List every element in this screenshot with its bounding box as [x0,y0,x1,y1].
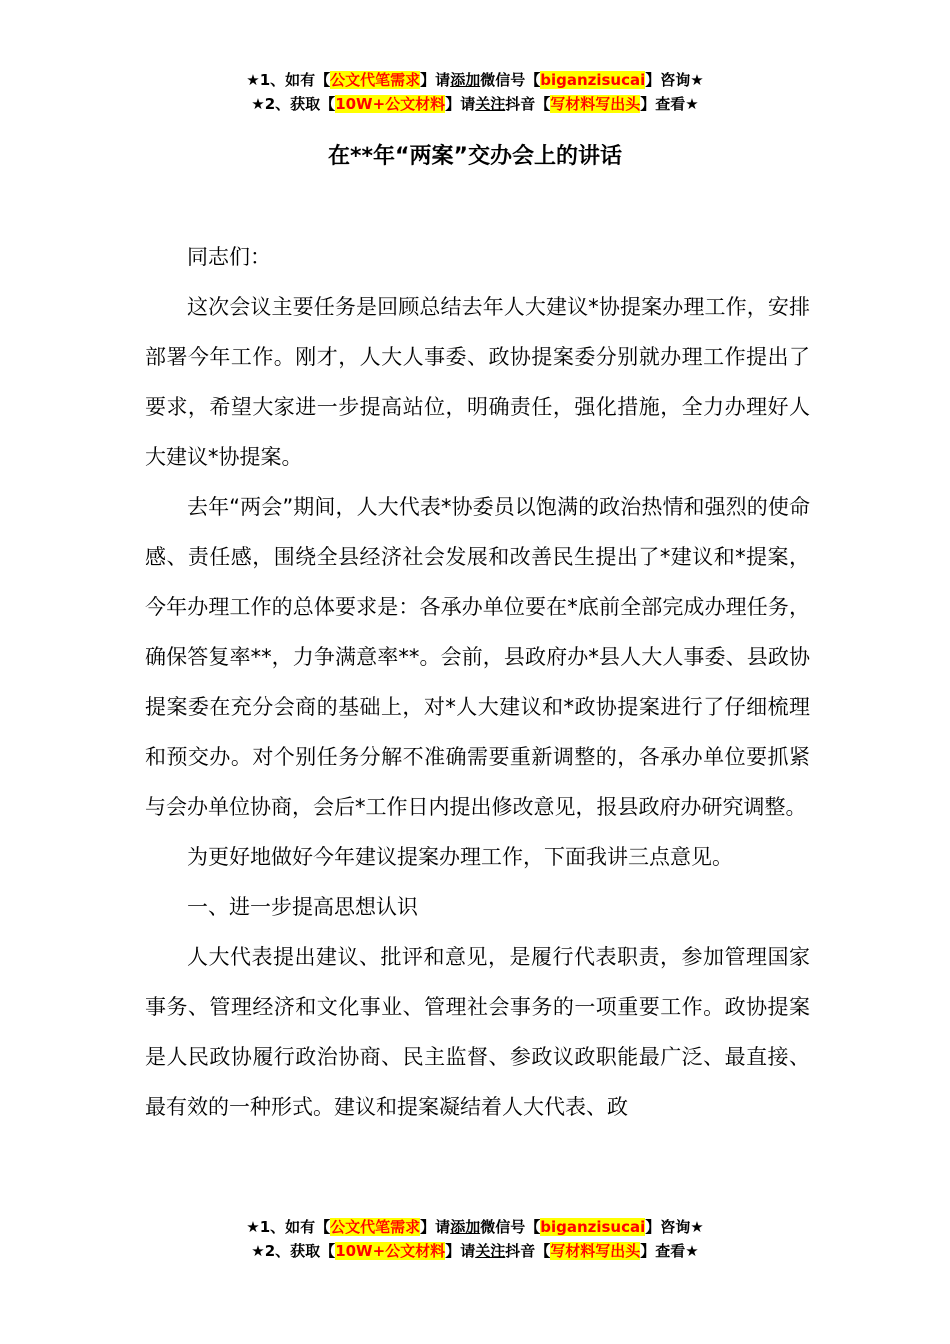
banner-highlight: 公文代笔需求 [330,1218,421,1236]
banner-text: 】请 [420,71,451,89]
banner-text: ★1、如有【 [246,1218,331,1236]
banner-underline: 关注 [475,95,506,113]
banner-text: 抖音【 [505,95,551,113]
body-paragraph: 人大代表提出建议、批评和意见，是履行代表职责，参加管理国家事务、管理经济和文化事业、管理社会事务的一项重要工作。政协提案是人民政协履行政治协商、民主监督、参政议政职能最广泛、最直接、最有效的一种形式。建议和提案凝结着人大代表、政 [145,945,810,1119]
banner-text: 】咨询★ [645,71,704,89]
section-heading: 一、进一步提高思想认识 [187,895,418,919]
document-title: 在**年“两案”交办会上的讲话 [328,144,622,169]
banner-text: 微信号【 [480,1218,541,1236]
banner-text: 】查看★ [640,95,699,113]
banner-text: 】请 [445,1242,476,1260]
banner-text: 】请 [445,95,476,113]
banner-underline: 关注 [475,1242,506,1260]
banner-highlight: 写材料写出头 [550,95,641,113]
banner-text: 微信号【 [480,71,541,89]
banner-highlight: biganzisucai [540,71,646,89]
body-paragraph: 去年“两会”期间，人大代表*协委员以饱满的政治热情和强烈的使命感、责任感，围绕全县经济社会发展和改善民生提出了*建议和*提案，今年办理工作的总体要求是：各承办单位要在*底前全部完成办理任务，确保答复率**，力争满意率**。会前，县政府办*县人大人事委、县政协提案委在充分会商的基础上，对*人大建议和*政协提案进行了仔细梳理和预交办。对个别任务分解不准确需要重新调整的，各承办单位要抓紧与会办单位协商，会后*工作日内提出修改意见，报县政府办研究调整。 [145,495,810,819]
banner-text: ★2、获取【 [251,1242,336,1260]
banner-highlight: 公文代笔需求 [330,71,421,89]
header-banner [0,68,950,116]
banner-text: 】查看★ [640,1242,699,1260]
banner-underline: 添加 [450,1218,481,1236]
banner-highlight: 10W+公文材料 [335,1242,446,1260]
banner-text: 】请 [420,1218,451,1236]
banner-highlight: biganzisucai [540,1218,646,1236]
body-paragraph: 这次会议主要任务是回顾总结去年人大建议*协提案办理工作，安排部署今年工作。刚才，人大人事委、政协提案委分别就办理工作提出了要求，希望大家进一步提高站位，明确责任，强化措施，全力办理好人大建议*协提案。 [145,295,810,469]
banner-line-2 [0,92,950,116]
document-body [145,232,810,1132]
banner-highlight: 10W+公文材料 [335,95,446,113]
salutation: 同志们： [187,245,271,269]
footer-banner [0,1215,950,1263]
body-paragraph: 为更好地做好今年建议提案办理工作，下面我讲三点意见。 [187,845,733,869]
banner-highlight: 写材料写出头 [550,1242,641,1260]
banner-line-2 [0,1239,950,1263]
banner-text: ★1、如有【 [246,71,331,89]
banner-line-1 [0,1215,950,1239]
banner-underline: 添加 [450,71,481,89]
banner-text: 抖音【 [505,1242,551,1260]
banner-text: 】咨询★ [645,1218,704,1236]
banner-line-1 [0,68,950,92]
banner-text: ★2、获取【 [251,95,336,113]
